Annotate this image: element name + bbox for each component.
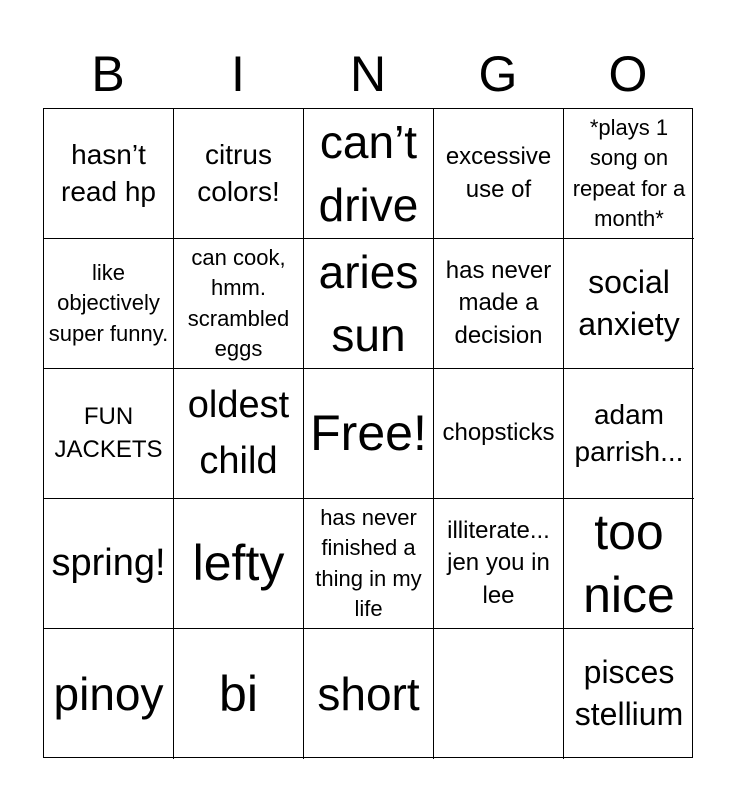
bingo-cell[interactable]: pisces stellium (574, 654, 684, 732)
bingo-cell[interactable]: has never finished a thing in my life (304, 499, 434, 629)
bingo-cell[interactable]: pinoy (44, 629, 174, 759)
bingo-cell[interactable]: can’t drive (304, 109, 434, 239)
bingo-cell[interactable]: like objectively super funny. (44, 239, 174, 369)
header-letter-n: N (349, 46, 387, 102)
bingo-card-grid (43, 108, 693, 758)
bingo-cell[interactable]: social anxiety (564, 239, 694, 369)
header-letter-i: I (231, 46, 245, 102)
bingo-cell[interactable]: FUN JACKETS (44, 369, 174, 499)
bingo-cell[interactable]: adam parrish... (564, 369, 694, 499)
bingo-cell[interactable]: chopsticks (434, 369, 564, 499)
bingo-cell[interactable] (434, 629, 564, 759)
bingo-cell[interactable]: *plays 1 song on repeat for a month* (564, 109, 694, 239)
bingo-cell[interactable]: bi (174, 629, 304, 759)
bingo-cell[interactable]: has never made a decision (434, 239, 564, 369)
bingo-cell[interactable]: short (304, 629, 434, 759)
bingo-cell[interactable]: too nice (564, 499, 694, 629)
bingo-header (43, 40, 693, 108)
bingo-cell[interactable]: lefty (174, 499, 304, 629)
header-letter-b: B (91, 46, 125, 102)
free-space-cell[interactable]: Free! (304, 369, 434, 499)
bingo-cell[interactable]: can cook, hmm. scrambled eggs (174, 239, 304, 369)
header-letter-g: G (478, 46, 518, 102)
bingo-cell[interactable]: oldest child (174, 369, 304, 499)
header-letter-o: O (608, 46, 648, 102)
bingo-cell[interactable]: citrus colors! (174, 109, 304, 239)
bingo-cell[interactable]: hasn’t read hp (44, 109, 174, 239)
bingo-cell[interactable]: aries sun (304, 239, 434, 369)
bingo-cell[interactable]: spring! (44, 499, 174, 629)
bingo-cell[interactable]: excessive use of (434, 109, 564, 239)
bingo-cell[interactable]: illiterate... jen you in lee (434, 499, 564, 629)
